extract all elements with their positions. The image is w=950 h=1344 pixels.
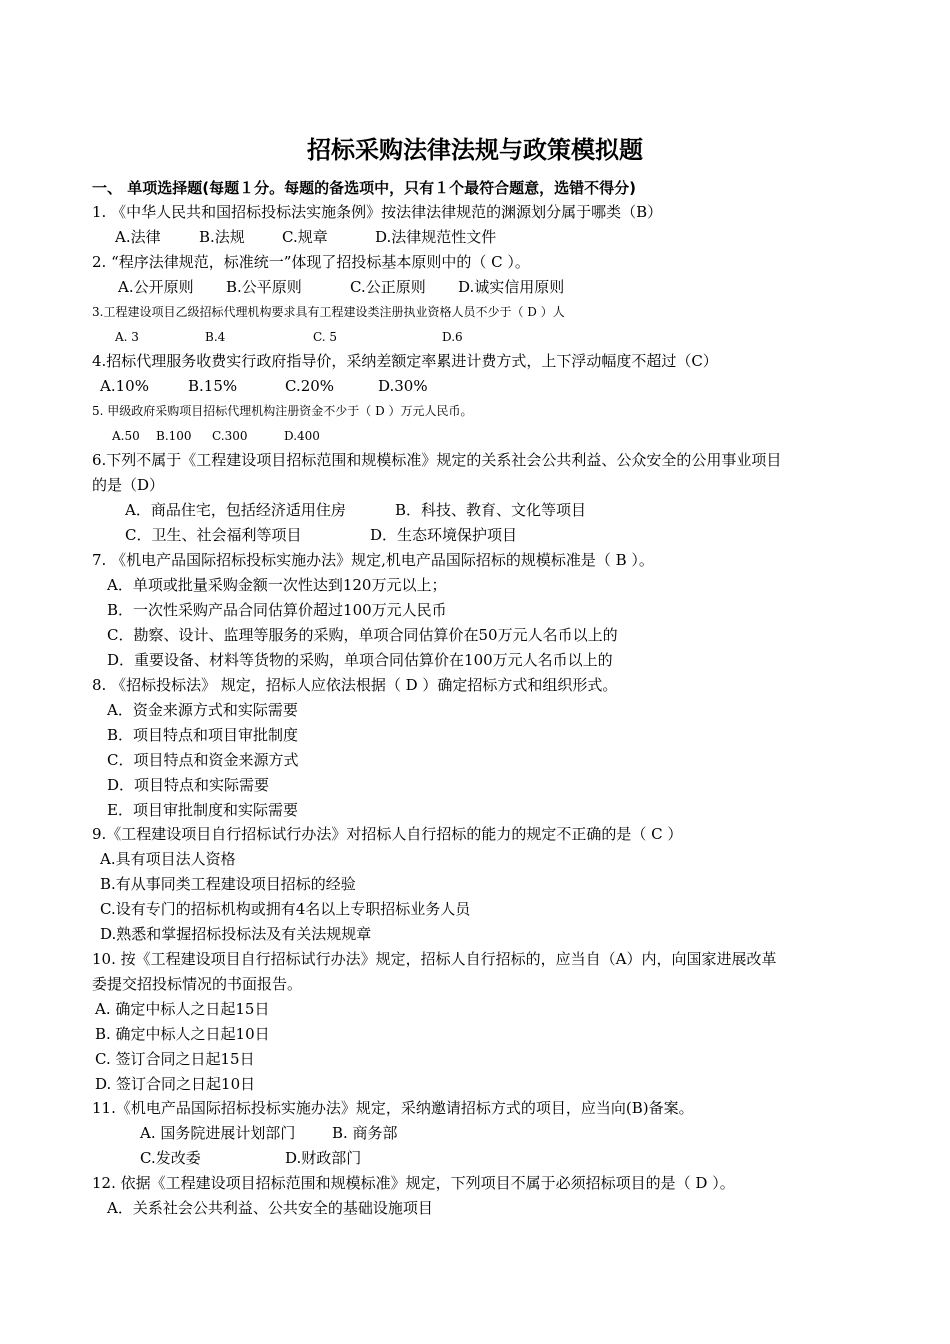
option: C.20% — [285, 377, 335, 395]
question-1: 1. 《中华人民共和国招标投标法实施条例》按法律法律规范的渊源划分属于哪类（B） — [92, 203, 663, 221]
option: C.公正原则 — [350, 278, 426, 296]
option: B．项目特点和项目审批制度 — [107, 726, 299, 744]
question-8: 8. 《招标投标法》 规定，招标人应依法根据（ D ）确定招标方式和组织形式。 — [92, 676, 618, 694]
option: A. 3 — [115, 330, 139, 344]
question-10-continued: 委提交招投标情况的书面报告。 — [92, 975, 303, 993]
option: A.法律 — [115, 228, 161, 246]
option: D.诚实信用原则 — [458, 278, 565, 296]
option: B.法规 — [199, 228, 245, 246]
option: C．卫生、社会福利等项目 — [125, 526, 302, 544]
question-11-options-row2 — [140, 1148, 540, 1168]
question-11-options-row1 — [140, 1123, 540, 1143]
option: D.6 — [442, 330, 463, 344]
question-10: 10. 按《工程建设项目自行招标试行办法》规定，招标人自行招标的，应当自（A）内，向国家进展改革 — [92, 950, 777, 968]
document-title: 招标采购法律法规与政策模拟题 — [307, 136, 643, 164]
option: A.具有项目法人资格 — [100, 850, 236, 868]
option: B. 商务部 — [332, 1124, 398, 1142]
option: B. 确定中标人之日起10日 — [95, 1025, 270, 1043]
question-6-options-row1 — [125, 500, 725, 520]
option: A.公开原则 — [118, 278, 194, 296]
option: D．生态环境保护项目 — [370, 526, 518, 544]
option: C．项目特点和资金来源方式 — [107, 751, 299, 769]
option: C.规章 — [282, 228, 328, 246]
question-7: 7. 《机电产品国际招标投标实施办法》规定,机电产品国际招标的规模标准是（ B ）。 — [92, 551, 654, 569]
option: B.有从事同类工程建设项目招标的经验 — [100, 875, 356, 893]
option: D.30% — [378, 377, 428, 395]
option: B．科技、教育、文化等项目 — [395, 501, 587, 519]
option: E．项目审批制度和实际需要 — [107, 801, 298, 819]
option: D.财政部门 — [285, 1149, 362, 1167]
option: D．项目特点和实际需要 — [107, 776, 270, 794]
question-9: 9.《工程建设项目自行招标试行办法》对招标人自行招标的能力的规定不正确的是（ C ） — [92, 825, 683, 843]
option: A. 确定中标人之日起15日 — [95, 1000, 270, 1018]
option: D.法律规范性文件 — [375, 228, 497, 246]
option: D. 签订合同之日起10日 — [95, 1075, 256, 1093]
question-11: 11.《机电产品国际招标投标实施办法》规定，采纳邀请招标方式的项目，应当向(B)备案。 — [92, 1099, 694, 1117]
question-2: 2. “程序法律规范，标准统一”体现了招投标基本原则中的（ C ）。 — [92, 253, 530, 271]
question-1-options — [115, 227, 615, 247]
option: C.发改委 — [140, 1149, 201, 1167]
question-4: 4.招标代理服务收费实行政府指导价，采纳差额定率累进计费方式，上下浮动幅度不超过（C） — [92, 352, 718, 370]
question-5: 5. 甲级政府采购项目招标代理机构注册资金不少于（ D ）万元人民币。 — [92, 404, 473, 418]
option: A．单项或批量采购金额一次性达到120万元以上； — [107, 576, 447, 594]
option: C. 签订合同之日起15日 — [95, 1050, 255, 1068]
option: A．资金来源方式和实际需要 — [107, 701, 298, 719]
question-6-continued: 的是（D） — [92, 476, 165, 494]
option: A．关系社会公共利益、公共安全的基础设施项目 — [107, 1199, 433, 1217]
option: B.4 — [205, 330, 226, 344]
option: D.熟悉和掌握招标投标法及有关法规规章 — [100, 925, 372, 943]
option: B．一次性采购产品合同估算价超过100万元人民币 — [107, 601, 447, 619]
option: A．商品住宅，包括经济适用住房 — [125, 501, 346, 519]
option: B.15% — [188, 377, 238, 395]
question-5-options — [112, 426, 412, 446]
option: C. 5 — [313, 330, 338, 344]
option: D.400 — [284, 429, 320, 443]
question-3: 3.工程建设项目乙级招标代理机构要求具有工程建设类注册执业资格人员不少于（ D ）人 — [92, 305, 565, 319]
section-heading: 一、 单项选择题(每题１分。每题的备选项中，只有１个最符合题意，选错不得分) — [92, 179, 636, 197]
question-6-options-row2 — [125, 525, 725, 545]
option: C.300 — [212, 429, 248, 443]
option: C．勘察、设计、监理等服务的采购，单项合同估算价在50万元人名币以上的 — [107, 626, 618, 644]
question-12: 12. 依据《工程建设项目招标范围和规模标准》规定，下列项目不属于必须招标项目的是（ D ）。 — [92, 1174, 735, 1192]
question-4-options — [100, 376, 500, 396]
option: B.公平原则 — [226, 278, 302, 296]
question-2-options — [118, 277, 618, 297]
option: A.10% — [100, 377, 149, 395]
option: C.设有专门的招标机构或拥有4名以上专职招标业务人员 — [100, 900, 471, 918]
option: A. 国务院进展计划部门 — [140, 1124, 296, 1142]
question-6: 6.下列不属于《工程建设项目招标范围和规模标准》规定的关系社会公共利益、公众安全的公用事业项目 — [92, 451, 782, 469]
option: A.50 — [112, 429, 140, 443]
option: B.100 — [156, 429, 192, 443]
question-3-options — [115, 327, 515, 347]
option: D．重要设备、材料等货物的采购，单项合同估算价在100万元人名币以上的 — [107, 651, 613, 669]
